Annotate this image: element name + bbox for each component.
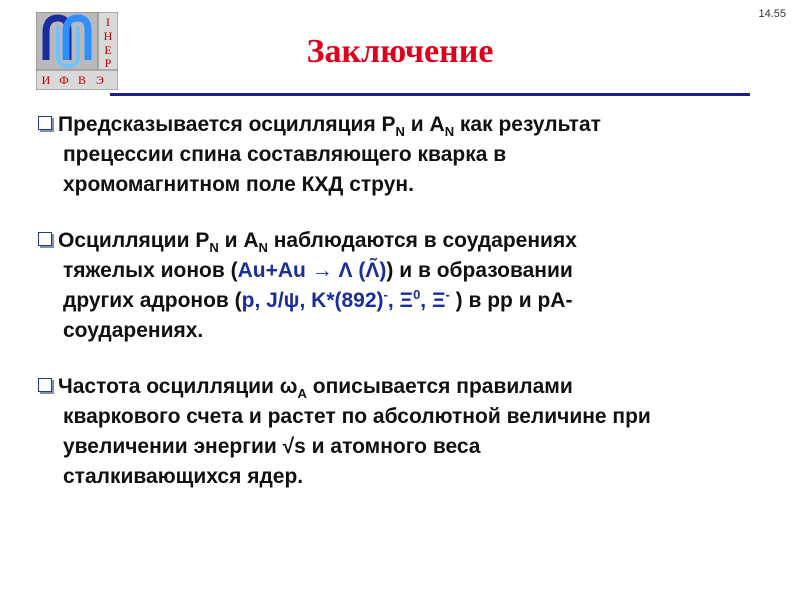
text-segment: - xyxy=(445,287,450,302)
slide-number: 14.55 xyxy=(758,8,786,20)
text-segment: хромомагнитном поле КХД струн. xyxy=(63,173,414,196)
text-segment: A xyxy=(297,386,307,402)
text-segment: описывается правилами xyxy=(306,375,573,398)
bullet-line xyxy=(38,462,758,492)
bullet-item xyxy=(38,226,758,346)
text-segment: N xyxy=(258,240,268,256)
checkbox-bullet-icon xyxy=(38,116,52,130)
text-segment: как результат xyxy=(454,113,601,136)
text-segment: ) и в образовании xyxy=(386,259,573,282)
bullet-line xyxy=(38,226,758,256)
bullet-line xyxy=(38,170,758,200)
text-segment: тяжелых ионов ( xyxy=(63,259,238,282)
bullet-line xyxy=(38,286,758,316)
logo-letter: Е xyxy=(104,43,112,57)
text-segment: и A xyxy=(218,229,259,252)
text-segment: - xyxy=(383,287,388,302)
text-segment: соударениях. xyxy=(63,319,204,342)
text-segment: N xyxy=(209,240,219,256)
bullet-item xyxy=(38,110,758,200)
checkbox-bullet-icon xyxy=(38,378,52,392)
bullet-line xyxy=(38,402,758,432)
text-segment: p, J/ψ, K*(892) xyxy=(241,289,384,312)
text-segment: наблюдаются в соударениях xyxy=(267,229,577,252)
logo-letter: И xyxy=(41,73,51,87)
text-segment: прецессии спина составляющего кварка в xyxy=(63,143,507,166)
text-segment: N xyxy=(444,124,455,140)
bullet-list xyxy=(38,110,758,518)
text-segment: N xyxy=(395,124,405,140)
text-segment: ) в pp и pA- xyxy=(449,289,573,312)
text-segment: увеличении энергии √s и атомного веса xyxy=(63,435,481,458)
text-segment: других адронов ( xyxy=(63,289,242,312)
text-segment: 0 xyxy=(413,287,421,302)
bullet-item xyxy=(38,372,758,492)
bullet-line xyxy=(38,432,758,462)
bullet-line xyxy=(38,140,758,170)
bullet-line xyxy=(38,110,758,140)
text-segment: Осцилляции P xyxy=(58,229,210,252)
bullet-line xyxy=(38,256,758,286)
logo-letter: В xyxy=(77,73,87,87)
text-segment: кваркового счета и растет по абсолютной величине при xyxy=(63,405,651,428)
bullet-line xyxy=(38,372,758,402)
logo-letter: Н xyxy=(103,29,113,43)
text-segment: , Ξ xyxy=(420,289,446,312)
slide-title: Заключение xyxy=(306,33,494,70)
logo-letter: Э xyxy=(96,73,104,87)
bullet-line xyxy=(38,316,758,346)
title-divider xyxy=(110,93,750,96)
logo-letter: Ф xyxy=(59,73,69,87)
text-segment: Au+Au → Λ (Λ̃) xyxy=(237,259,387,282)
text-segment: , Ξ xyxy=(387,289,414,312)
text-segment: Частота осцилляции ω xyxy=(58,375,298,398)
text-segment: и A xyxy=(404,113,445,136)
checkbox-bullet-icon xyxy=(38,232,52,246)
logo-letter: І xyxy=(106,15,110,29)
text-segment: Предсказывается осцилляция P xyxy=(58,113,396,136)
text-segment: сталкивающихся ядер. xyxy=(63,465,304,488)
logo-letter: Р xyxy=(104,56,112,70)
